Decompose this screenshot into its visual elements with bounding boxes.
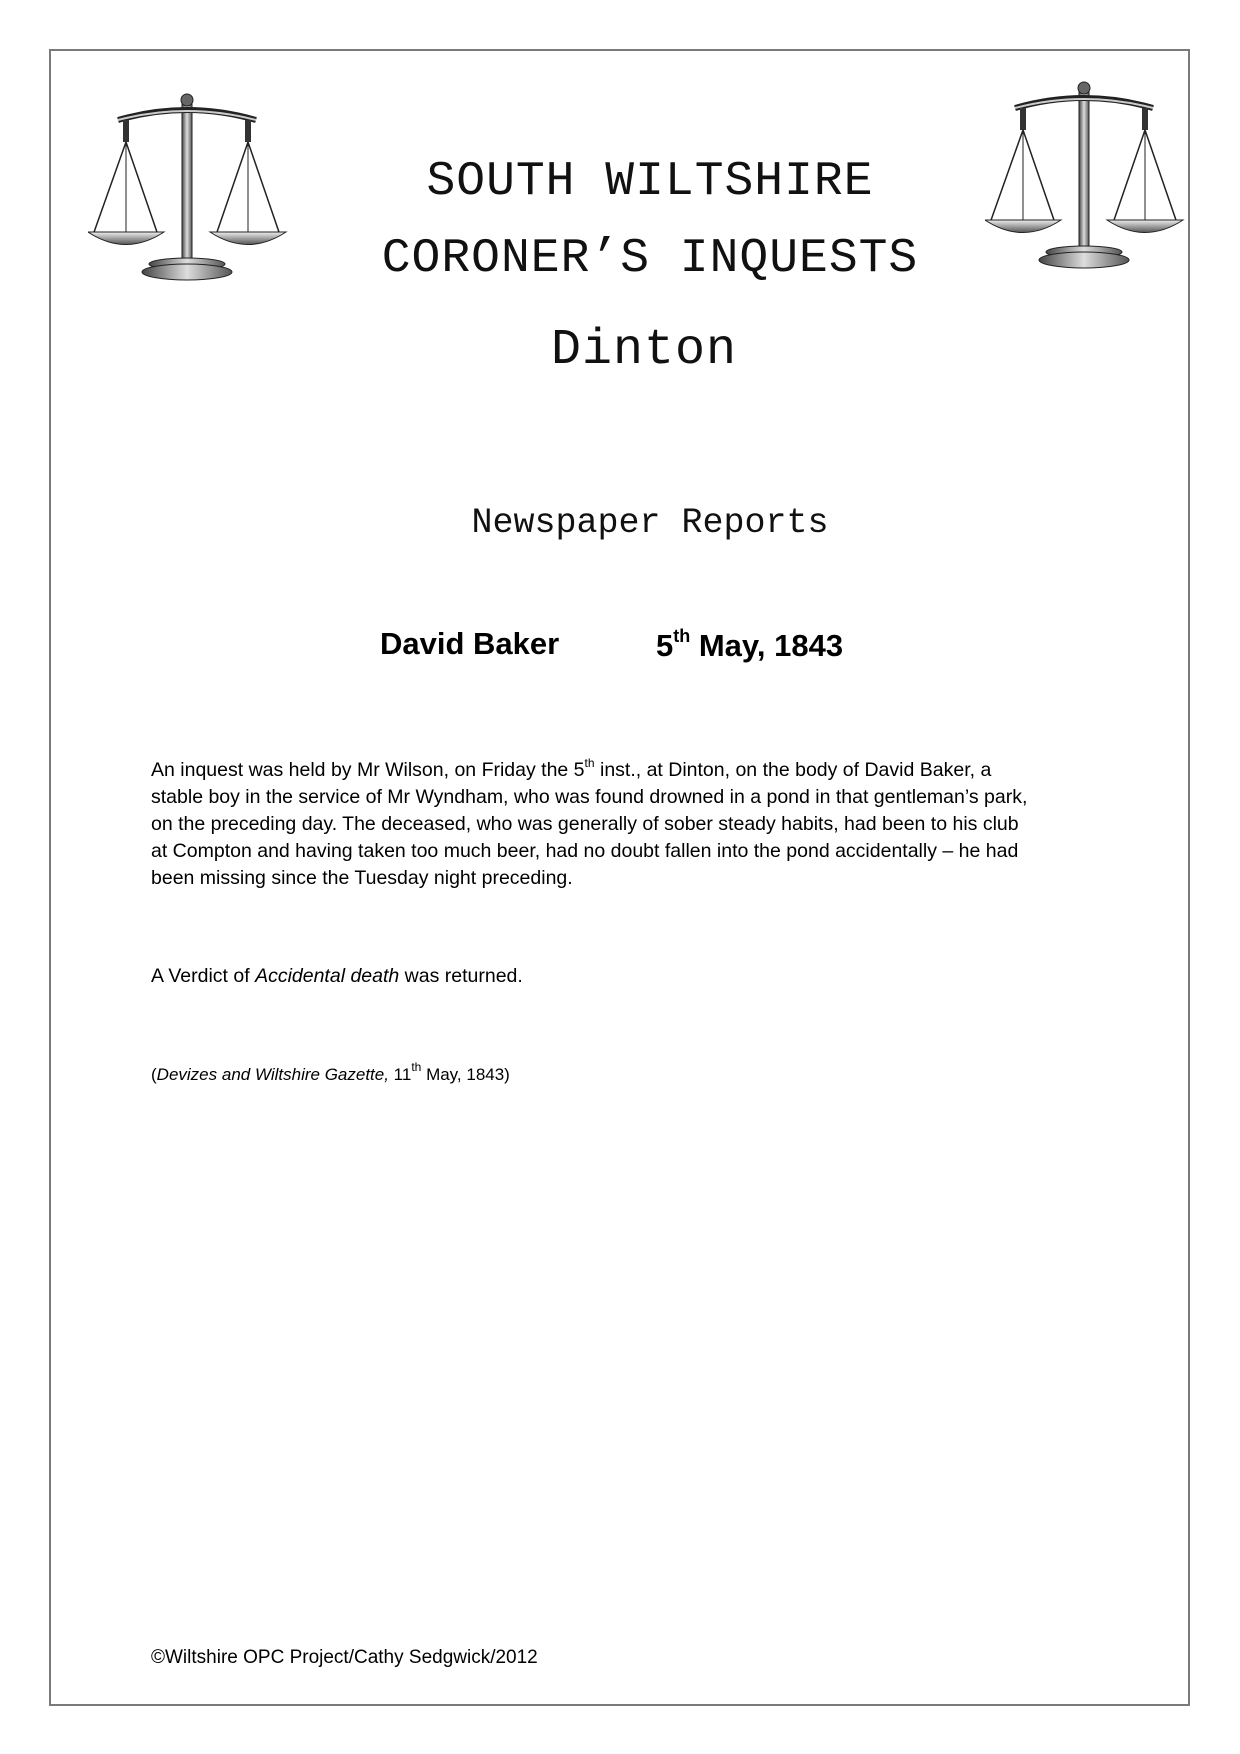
verdict-prefix: A Verdict of: [151, 965, 256, 987]
report-paragraph: [151, 757, 1091, 892]
verdict-italic: Accidental death: [255, 965, 400, 987]
source-publication: Devizes and Wiltshire Gazette,: [156, 1065, 389, 1084]
para1-line1-end: inst., at Dinton, on the body of David Baker, a: [594, 759, 992, 781]
title-line-2: CORONER’S INQUESTS: [381, 232, 919, 286]
para1-sup: th: [584, 756, 595, 770]
source-citation: [151, 1061, 1091, 1088]
title-line-1: SOUTH WILTSHIRE: [426, 155, 874, 209]
para1-start: An inquest was held by Mr Wilson, on Friday the 5: [151, 759, 585, 781]
copyright-footer: ©Wiltshire OPC Project/Cathy Sedgwick/2012: [151, 1647, 538, 1668]
verdict-suffix: was returned.: [399, 965, 523, 987]
date-rest: May, 1843: [690, 628, 844, 663]
para1-line5: been missing since the Tuesday night preceding.: [151, 867, 573, 889]
para1-line4: at Compton and having taken too much beer, had no doubt fallen into the pond accidentally – he had: [151, 840, 1019, 862]
source-day: 11: [388, 1065, 412, 1084]
para1-line2: stable boy in the service of Mr Wyndham, who was found drowned in a pond in that gentleman’s park,: [151, 786, 1028, 808]
inquest-date: [656, 626, 843, 664]
place-title: Dinton: [550, 322, 738, 379]
deceased-name: David Baker: [380, 626, 560, 661]
verdict-paragraph: [151, 963, 1091, 990]
section-subtitle: Newspaper Reports: [471, 503, 829, 543]
date-day: 5: [656, 628, 674, 663]
source-rest: May, 1843): [421, 1065, 510, 1084]
source-open: (: [151, 1065, 157, 1084]
source-sup: th: [411, 1060, 422, 1074]
para1-line3: on the preceding day. The deceased, who was generally of sober steady habits, had been to his club: [151, 813, 1019, 835]
date-suffix: th: [673, 626, 691, 646]
